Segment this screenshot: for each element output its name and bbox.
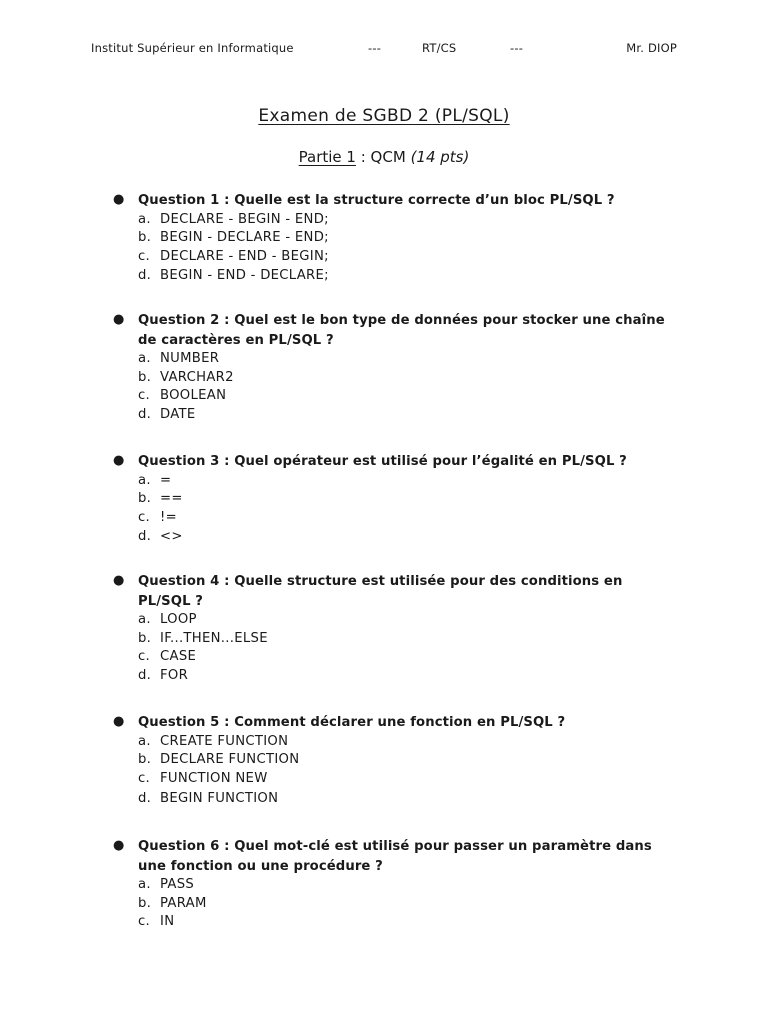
option-item [138,369,668,388]
option-text: != [160,509,177,525]
header-teacher: Mr. DIOP [626,41,677,55]
header-department: RT/CS [422,41,457,55]
option-letter: b. [138,230,152,246]
option-letter: d. [138,668,152,684]
option-letter: a. [138,472,151,488]
exam-title: Examen de SGBD 2 (PL/SQL) [258,106,510,126]
header-separator: --- [510,41,524,55]
option-item [138,876,668,895]
option-letter: b. [138,895,152,911]
option-text: BEGIN FUNCTION [160,790,279,806]
option-item [138,509,668,528]
part-heading [0,148,768,166]
option-item [138,350,668,369]
option-item [138,211,668,230]
option-item [138,895,668,914]
bullet-icon: ● [113,838,125,853]
option-item [138,267,668,286]
option-letter: c. [138,248,151,264]
option-letter: c. [138,914,151,930]
option-letter: b. [138,752,152,768]
option-list [138,611,668,686]
option-text: IN [160,914,175,930]
option-item [138,648,668,667]
option-text: BEGIN - END - DECLARE; [160,267,329,283]
option-letter: c. [138,649,151,665]
question-text: Question 1 : Quelle est la structure correcte d’un bloc PL/SQL ? [138,193,615,208]
question-text: Question 2 : Quel est le bon type de données pour stocker une chaîne de caractères en PL/SQL ? [138,313,665,348]
option-item [138,528,668,547]
option-letter: a. [138,733,151,749]
question-text: Question 3 : Quel opérateur est utilisé pour l’égalité en PL/SQL ? [138,454,627,469]
option-list [138,350,668,425]
question-6 [108,837,668,932]
question-2 [108,311,668,425]
question-4 [108,572,668,686]
option-text: == [160,491,183,507]
option-text: NUMBER [160,351,220,366]
option-letter: b. [138,491,152,507]
option-letter: d. [138,790,152,806]
part-separator: : QCM [355,148,411,166]
option-text: BOOLEAN [160,388,227,404]
option-item [138,248,668,267]
option-text: <> [160,528,183,544]
option-letter: d. [138,267,152,283]
option-text: IF...THEN...ELSE [160,630,268,646]
question-text: Question 5 : Comment déclarer une fonction en PL/SQL ? [138,715,566,730]
option-letter: c. [138,509,151,525]
option-letter: c. [138,388,151,404]
option-item [138,406,668,425]
option-text: FUNCTION NEW [160,770,268,786]
question-text: Question 6 : Quel mot-clé est utilisé pour passer un paramètre dans une fonction ou une procédure ? [138,839,652,874]
option-item [138,229,668,248]
option-letter: a. [138,211,151,227]
bullet-icon: ● [113,573,125,588]
question-1 [108,191,668,285]
option-text: DECLARE - END - BEGIN; [160,248,329,264]
option-item [138,770,668,789]
option-item [138,667,668,686]
part-points: (14 pts) [410,148,470,166]
option-letter: a. [138,877,151,892]
option-letter: d. [138,528,152,544]
option-item [138,472,668,491]
option-letter: a. [138,351,151,366]
option-text: CREATE FUNCTION [160,733,289,749]
option-list [138,733,668,809]
option-text: FOR [160,668,189,684]
option-list [138,211,668,286]
option-letter: d. [138,407,152,423]
bullet-icon: ● [113,714,125,729]
question-3 [108,452,668,546]
bullet-icon: ● [113,192,125,207]
option-text: PARAM [160,895,207,911]
option-text: DECLARE - BEGIN - END; [160,211,329,227]
part-label: Partie 1 [298,148,356,166]
option-item [138,913,668,932]
option-text: LOOP [160,612,197,627]
option-letter: a. [138,612,151,627]
option-text: BEGIN - DECLARE - END; [160,230,329,246]
option-item [138,733,668,752]
option-list [138,472,668,547]
option-item [138,490,668,509]
option-letter: b. [138,369,152,385]
option-letter: c. [138,770,151,786]
option-list [138,876,668,932]
option-text: VARCHAR2 [160,369,234,385]
header-institution: Institut Supérieur en Informatique [91,41,294,55]
option-text: DATE [160,407,196,423]
option-item [138,387,668,406]
page-header [91,41,677,57]
option-text: PASS [160,877,195,892]
option-text: DECLARE FUNCTION [160,752,300,768]
option-item [138,751,668,770]
option-text: CASE [160,649,197,665]
option-text: = [160,472,172,488]
bullet-icon: ● [113,312,125,327]
question-5 [108,713,668,808]
header-separator: --- [368,41,382,55]
question-text: Question 4 : Quelle structure est utilisée pour des conditions en PL/SQL ? [138,574,623,609]
option-item [138,790,668,809]
option-item [138,630,668,649]
option-letter: b. [138,630,152,646]
option-item [138,611,668,630]
bullet-icon: ● [113,453,125,468]
